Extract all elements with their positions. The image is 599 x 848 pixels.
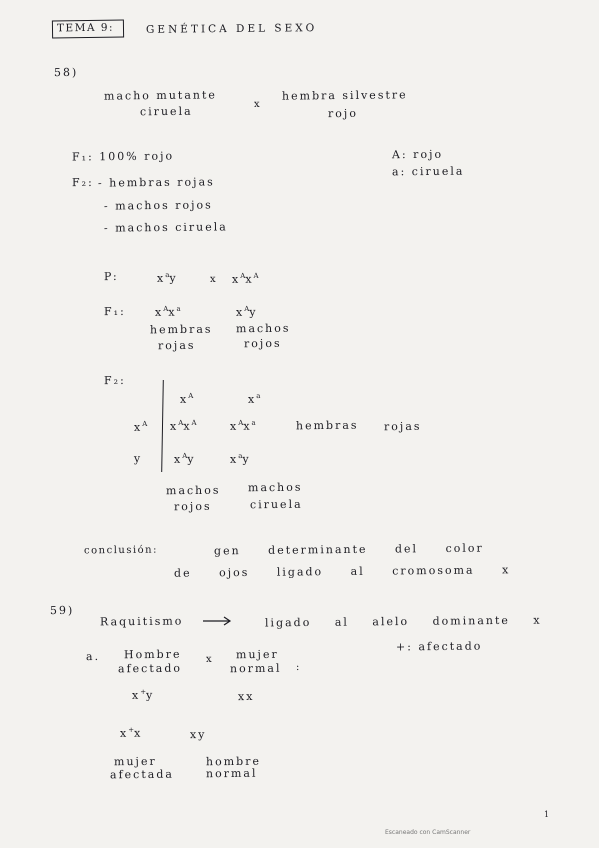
colon-mark: :: [295, 661, 301, 674]
genotype-male-parent: x+y: [131, 687, 155, 702]
tema-box: [52, 19, 124, 38]
punnett-cell: $x^ay$: [229, 451, 251, 466]
f2-item: - machos ciruela: [103, 220, 228, 235]
conclusion-line: de ojos ligado al cromosoma x: [173, 563, 511, 580]
f1-female-desc: rojas: [157, 338, 196, 353]
f1-female-genotype: $x^Ax^a$: [154, 304, 181, 319]
punnett-col-desc: machos: [247, 480, 303, 495]
female-parent-trait: normal: [229, 661, 282, 676]
scan-watermark: Escaneado con CamScanner: [385, 829, 471, 836]
f2-label: F₂:: [71, 175, 94, 190]
subpart-a-label: a.: [85, 649, 101, 664]
punnett-cell: $x^Ax^a$: [229, 418, 256, 433]
cross-symbol-2: x: [205, 653, 214, 666]
punnett-col-desc: rojos: [173, 499, 212, 514]
plus-legend: +: afectado: [395, 639, 483, 654]
parent-female-trait: rojo: [327, 106, 358, 121]
arrow-icon: [202, 616, 232, 626]
f1-female-desc: hembras: [149, 322, 213, 337]
punnett-row-header: y: [133, 451, 143, 466]
female-parent-label: mujer: [235, 647, 279, 662]
genotype-offspring: xy: [189, 727, 207, 742]
p-label: P:: [103, 269, 119, 284]
f1-male-desc: rojos: [243, 336, 282, 351]
parent-male-label: macho mutante: [103, 88, 217, 103]
punnett-divider: [161, 380, 164, 472]
p-female-genotype: $x^Ax^A$: [231, 271, 259, 286]
offspring-female-label: mujer: [113, 754, 157, 769]
punnett-col-desc: ciruela: [249, 497, 303, 512]
ligado-text: ligado al alelo dominante x: [264, 613, 542, 630]
punnett-col-header: $x^A$: [179, 391, 194, 406]
punnett-col-desc: machos: [165, 483, 221, 498]
punnett-row-header: $x^A$: [133, 419, 148, 434]
f1-cross-label: F₁:: [103, 304, 126, 319]
tema-label: TEMA 9:: [56, 21, 115, 35]
conclusion-label: conclusión:: [83, 544, 159, 557]
offspring-male-label: hombre: [205, 754, 262, 769]
p-cross-symbol: x: [209, 273, 218, 286]
parent-male-trait: ciruela: [139, 104, 193, 119]
problem-58-number: 58): [53, 65, 79, 80]
male-parent-label: Hombre: [123, 647, 182, 662]
punnett-col-header: $x^a$: [247, 391, 261, 406]
f2-item: - hembras rojas: [97, 175, 215, 190]
page-title: GENÉTICA DEL SEXO: [145, 22, 318, 36]
f2-cross-label: F₂:: [103, 373, 126, 388]
problem-59-number: 59): [49, 603, 75, 618]
offspring-male-trait: normal: [205, 766, 258, 781]
punnett-cell: $x^Ay$: [173, 451, 196, 466]
f1-result: F₁: 100% rojo: [71, 149, 175, 164]
f2-item: - machos rojos: [103, 198, 213, 213]
page-mark: 1: [544, 810, 550, 819]
p-male-genotype: $x^ay$: [156, 270, 178, 285]
cross-symbol: x: [253, 98, 262, 111]
offspring-female-trait: afectada: [109, 767, 174, 782]
raquitismo-label: Raquitismo: [99, 614, 184, 629]
punnett-row-desc: hembras: [295, 418, 359, 433]
legend-recessive: a: ciruela: [391, 164, 465, 179]
genotype-offspring: x+x: [119, 725, 143, 740]
male-parent-trait: afectado: [117, 661, 183, 676]
legend-dominant: A: rojo: [391, 147, 444, 162]
conclusion-line: gen determinante del color: [213, 541, 484, 558]
genotype-female-parent: xx: [237, 689, 255, 704]
f1-male-genotype: $x^Ay$: [235, 304, 258, 319]
punnett-row-desc: rojas: [383, 419, 422, 434]
f1-male-desc: machos: [235, 321, 291, 336]
punnett-cell: $x^Ax^A$: [169, 418, 197, 433]
parent-female-label: hembra silvestre: [281, 88, 408, 103]
